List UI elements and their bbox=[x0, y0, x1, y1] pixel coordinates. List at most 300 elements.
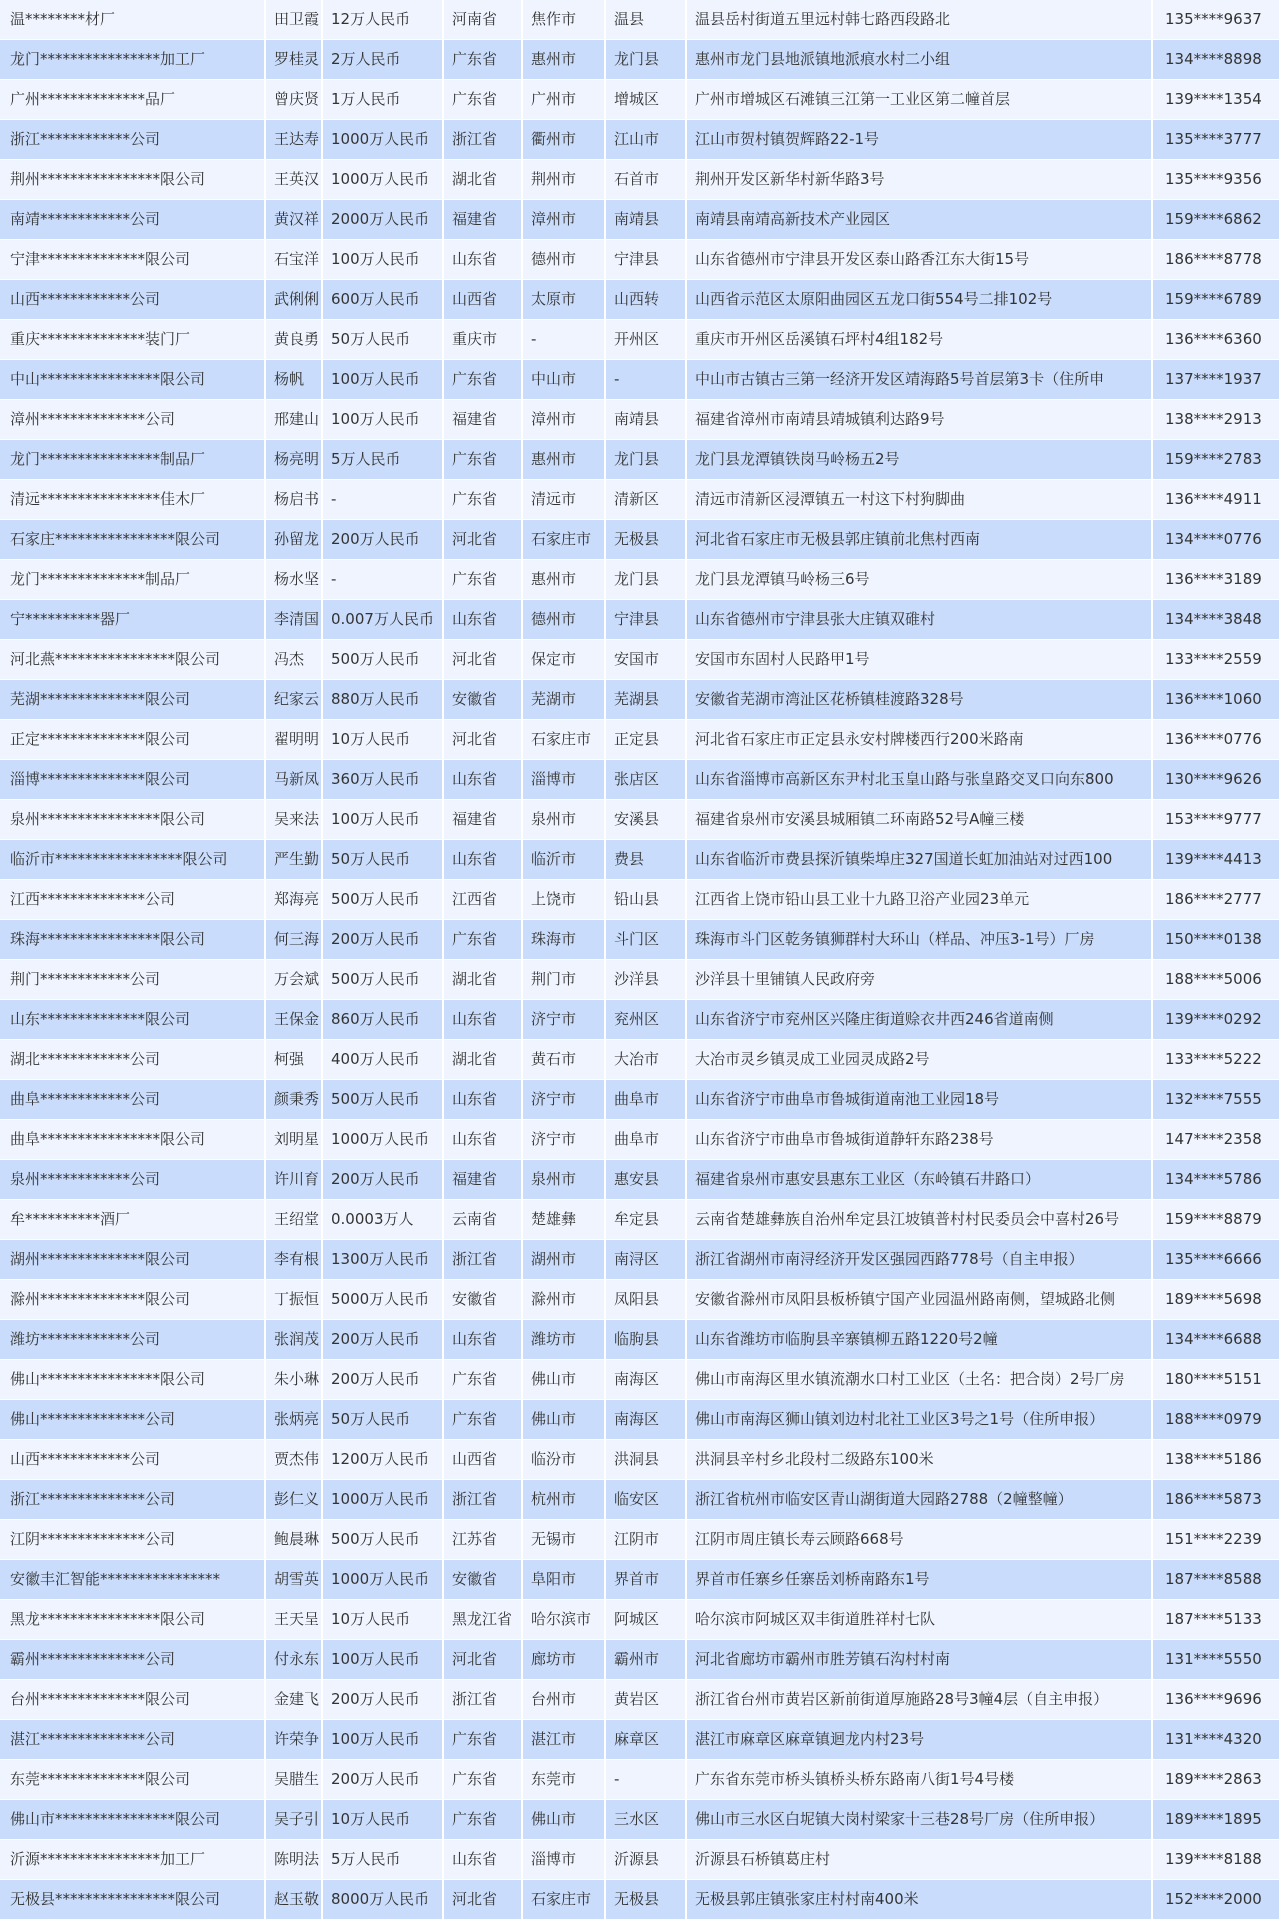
province-cell: 浙江省 bbox=[443, 1680, 522, 1720]
phone-cell: 133****5222 bbox=[1152, 1040, 1280, 1080]
registered-capital-cell: 5万人民币 bbox=[322, 440, 443, 480]
district-cell: 惠安县 bbox=[605, 1160, 686, 1200]
table-row bbox=[0, 80, 1280, 120]
legal-representative-cell: 何三海 bbox=[265, 920, 322, 960]
legal-representative-cell: 马新凤 bbox=[265, 760, 322, 800]
city-cell: 滁州市 bbox=[522, 1280, 605, 1320]
district-cell: 兖州区 bbox=[605, 1000, 686, 1040]
legal-representative-cell: 王绍堂 bbox=[265, 1200, 322, 1240]
registered-capital-cell: 100万人民币 bbox=[322, 240, 443, 280]
legal-representative-cell: 柯强 bbox=[265, 1040, 322, 1080]
district-cell: 曲阜市 bbox=[605, 1120, 686, 1160]
registered-capital-cell: 100万人民币 bbox=[322, 800, 443, 840]
address-cell: 佛山市三水区白坭镇大岗村梁家十三巷28号厂房（住所申报） bbox=[686, 1800, 1152, 1840]
company-name-cell: 曲阜****************限公司 bbox=[0, 1120, 265, 1160]
district-cell: 三水区 bbox=[605, 1800, 686, 1840]
table-row bbox=[0, 600, 1280, 640]
legal-representative-cell: 鲍晨琳 bbox=[265, 1520, 322, 1560]
district-cell: 龙门县 bbox=[605, 440, 686, 480]
registered-capital-cell: 10万人民币 bbox=[322, 1800, 443, 1840]
city-cell: - bbox=[522, 320, 605, 360]
legal-representative-cell: 吴腊生 bbox=[265, 1760, 322, 1800]
province-cell: 浙江省 bbox=[443, 120, 522, 160]
province-cell: 广东省 bbox=[443, 1800, 522, 1840]
province-cell: 云南省 bbox=[443, 1200, 522, 1240]
district-cell: 南浔区 bbox=[605, 1240, 686, 1280]
province-cell: 山西省 bbox=[443, 1440, 522, 1480]
company-name-cell: 沂源****************加工厂 bbox=[0, 1840, 265, 1880]
district-cell: - bbox=[605, 360, 686, 400]
district-cell: 石首市 bbox=[605, 160, 686, 200]
table-row bbox=[0, 960, 1280, 1000]
company-name-cell: 无极县****************限公司 bbox=[0, 1880, 265, 1920]
city-cell: 佛山市 bbox=[522, 1360, 605, 1400]
registered-capital-cell: 100万人民币 bbox=[322, 360, 443, 400]
company-name-cell: 荆州****************限公司 bbox=[0, 160, 265, 200]
phone-cell: 131****4320 bbox=[1152, 1720, 1280, 1760]
district-cell: 南海区 bbox=[605, 1400, 686, 1440]
registered-capital-cell: 200万人民币 bbox=[322, 1320, 443, 1360]
table-row bbox=[0, 1080, 1280, 1120]
table-row bbox=[0, 1440, 1280, 1480]
legal-representative-cell: 金建飞 bbox=[265, 1680, 322, 1720]
phone-cell: 180****5151 bbox=[1152, 1360, 1280, 1400]
table-row bbox=[0, 1800, 1280, 1840]
legal-representative-cell: 王英汉 bbox=[265, 160, 322, 200]
phone-cell: 159****8879 bbox=[1152, 1200, 1280, 1240]
phone-cell: 159****6789 bbox=[1152, 280, 1280, 320]
district-cell: 龙门县 bbox=[605, 40, 686, 80]
company-name-cell: 佛山****************限公司 bbox=[0, 1360, 265, 1400]
legal-representative-cell: 孙留龙 bbox=[265, 520, 322, 560]
district-cell: 南靖县 bbox=[605, 400, 686, 440]
legal-representative-cell: 杨帆 bbox=[265, 360, 322, 400]
address-cell: 云南省楚雄彝族自治州牟定县江坡镇普村村民委员会中喜村26号 bbox=[686, 1200, 1152, 1240]
phone-cell: 135****6666 bbox=[1152, 1240, 1280, 1280]
table-row bbox=[0, 440, 1280, 480]
province-cell: 湖北省 bbox=[443, 960, 522, 1000]
registered-capital-cell: 200万人民币 bbox=[322, 920, 443, 960]
legal-representative-cell: 纪家云 bbox=[265, 680, 322, 720]
city-cell: 济宁市 bbox=[522, 1120, 605, 1160]
province-cell: 山东省 bbox=[443, 1120, 522, 1160]
company-name-cell: 中山****************限公司 bbox=[0, 360, 265, 400]
legal-representative-cell: 吴来法 bbox=[265, 800, 322, 840]
province-cell: 湖北省 bbox=[443, 160, 522, 200]
legal-representative-cell: 张炳亮 bbox=[265, 1400, 322, 1440]
province-cell: 重庆市 bbox=[443, 320, 522, 360]
city-cell: 临汾市 bbox=[522, 1440, 605, 1480]
company-name-cell: 牟**********酒厂 bbox=[0, 1200, 265, 1240]
address-cell: 荆州开发区新华村新华路3号 bbox=[686, 160, 1152, 200]
table-row bbox=[0, 840, 1280, 880]
address-cell: 山东省临沂市费县探沂镇柴埠庄327国道长虹加油站对过西100 bbox=[686, 840, 1152, 880]
city-cell: 漳州市 bbox=[522, 400, 605, 440]
table-row bbox=[0, 640, 1280, 680]
phone-cell: 135****3777 bbox=[1152, 120, 1280, 160]
phone-cell: 159****6862 bbox=[1152, 200, 1280, 240]
table-row bbox=[0, 1400, 1280, 1440]
province-cell: 湖北省 bbox=[443, 1040, 522, 1080]
phone-cell: 187****8588 bbox=[1152, 1560, 1280, 1600]
province-cell: 山东省 bbox=[443, 760, 522, 800]
registered-capital-cell: 5万人民币 bbox=[322, 1840, 443, 1880]
phone-cell: 135****9637 bbox=[1152, 0, 1280, 40]
company-name-cell: 龙门****************制品厂 bbox=[0, 440, 265, 480]
registered-capital-cell: 200万人民币 bbox=[322, 1160, 443, 1200]
address-cell: 河北省廊坊市霸州市胜芳镇石沟村村南 bbox=[686, 1640, 1152, 1680]
phone-cell: 136****3189 bbox=[1152, 560, 1280, 600]
address-cell: 温县岳村街道五里远村韩七路西段路北 bbox=[686, 0, 1152, 40]
city-cell: 荆州市 bbox=[522, 160, 605, 200]
province-cell: 广东省 bbox=[443, 1360, 522, 1400]
table-row bbox=[0, 400, 1280, 440]
phone-cell: 139****4413 bbox=[1152, 840, 1280, 880]
district-cell: 南海区 bbox=[605, 1360, 686, 1400]
table-row bbox=[0, 880, 1280, 920]
province-cell: 山东省 bbox=[443, 1840, 522, 1880]
city-cell: 淄博市 bbox=[522, 1840, 605, 1880]
address-cell: 广东省东莞市桥头镇桥头桥东路南八街1号4号楼 bbox=[686, 1760, 1152, 1800]
address-cell: 龙门县龙潭镇铁岗马岭杨五2号 bbox=[686, 440, 1152, 480]
province-cell: 江苏省 bbox=[443, 1520, 522, 1560]
legal-representative-cell: 杨水坚 bbox=[265, 560, 322, 600]
table-row bbox=[0, 280, 1280, 320]
company-name-cell: 荆门************公司 bbox=[0, 960, 265, 1000]
city-cell: 东莞市 bbox=[522, 1760, 605, 1800]
table-row bbox=[0, 320, 1280, 360]
district-cell: 清新区 bbox=[605, 480, 686, 520]
province-cell: 山东省 bbox=[443, 1320, 522, 1360]
legal-representative-cell: 杨启书 bbox=[265, 480, 322, 520]
phone-cell: 188****5006 bbox=[1152, 960, 1280, 1000]
legal-representative-cell: 丁振恒 bbox=[265, 1280, 322, 1320]
table-row bbox=[0, 0, 1280, 40]
province-cell: 安徽省 bbox=[443, 1560, 522, 1600]
province-cell: 河北省 bbox=[443, 640, 522, 680]
city-cell: 石家庄市 bbox=[522, 1880, 605, 1920]
phone-cell: 138****5186 bbox=[1152, 1440, 1280, 1480]
city-cell: 衢州市 bbox=[522, 120, 605, 160]
registered-capital-cell: 0.0003万人 bbox=[322, 1200, 443, 1240]
address-cell: 中山市古镇古三第一经济开发区靖海路5号首层第3卡（住所申 bbox=[686, 360, 1152, 400]
address-cell: 珠海市斗门区乾务镇狮群村大环山（样品、冲压3-1号）厂房 bbox=[686, 920, 1152, 960]
city-cell: 阜阳市 bbox=[522, 1560, 605, 1600]
address-cell: 广州市增城区石滩镇三江第一工业区第二幢首层 bbox=[686, 80, 1152, 120]
city-cell: 台州市 bbox=[522, 1680, 605, 1720]
address-cell: 山东省济宁市曲阜市鲁城街道南池工业园18号 bbox=[686, 1080, 1152, 1120]
district-cell: 安溪县 bbox=[605, 800, 686, 840]
district-cell: 正定县 bbox=[605, 720, 686, 760]
registered-capital-cell: 12万人民币 bbox=[322, 0, 443, 40]
company-name-cell: 江西**************公司 bbox=[0, 880, 265, 920]
province-cell: 广东省 bbox=[443, 1760, 522, 1800]
city-cell: 临沂市 bbox=[522, 840, 605, 880]
table-row bbox=[0, 40, 1280, 80]
city-cell: 荆门市 bbox=[522, 960, 605, 1000]
phone-cell: 134****5786 bbox=[1152, 1160, 1280, 1200]
legal-representative-cell: 翟明明 bbox=[265, 720, 322, 760]
district-cell: 凤阳县 bbox=[605, 1280, 686, 1320]
legal-representative-cell: 朱小琳 bbox=[265, 1360, 322, 1400]
company-name-cell: 重庆**************装门厂 bbox=[0, 320, 265, 360]
table-row bbox=[0, 240, 1280, 280]
city-cell: 佛山市 bbox=[522, 1800, 605, 1840]
city-cell: 上饶市 bbox=[522, 880, 605, 920]
registered-capital-cell: 200万人民币 bbox=[322, 1360, 443, 1400]
address-cell: 河北省石家庄市正定县永安村牌楼西行200米路南 bbox=[686, 720, 1152, 760]
registered-capital-cell: 1300万人民币 bbox=[322, 1240, 443, 1280]
province-cell: 山东省 bbox=[443, 1000, 522, 1040]
company-name-cell: 滁州**************限公司 bbox=[0, 1280, 265, 1320]
table-row bbox=[0, 1040, 1280, 1080]
table-row bbox=[0, 720, 1280, 760]
address-cell: 佛山市南海区里水镇流潮水口村工业区（土名：把合岗）2号厂房 bbox=[686, 1360, 1152, 1400]
city-cell: 杭州市 bbox=[522, 1480, 605, 1520]
company-name-cell: 浙江************公司 bbox=[0, 120, 265, 160]
address-cell: 山东省德州市宁津县张大庄镇双碓村 bbox=[686, 600, 1152, 640]
province-cell: 山西省 bbox=[443, 280, 522, 320]
district-cell: 宁津县 bbox=[605, 600, 686, 640]
registered-capital-cell: 10万人民币 bbox=[322, 720, 443, 760]
city-cell: 漳州市 bbox=[522, 200, 605, 240]
legal-representative-cell: 石宝洋 bbox=[265, 240, 322, 280]
district-cell: 无极县 bbox=[605, 520, 686, 560]
legal-representative-cell: 陈明法 bbox=[265, 1840, 322, 1880]
legal-representative-cell: 冯杰 bbox=[265, 640, 322, 680]
table-row bbox=[0, 680, 1280, 720]
table-row bbox=[0, 1480, 1280, 1520]
legal-representative-cell: 田卫霞 bbox=[265, 0, 322, 40]
registered-capital-cell: 0.007万人民币 bbox=[322, 600, 443, 640]
province-cell: 广东省 bbox=[443, 80, 522, 120]
company-name-cell: 湛江**************公司 bbox=[0, 1720, 265, 1760]
address-cell: 沙洋县十里铺镇人民政府旁 bbox=[686, 960, 1152, 1000]
phone-cell: 136****1060 bbox=[1152, 680, 1280, 720]
table-row bbox=[0, 1000, 1280, 1040]
province-cell: 山东省 bbox=[443, 600, 522, 640]
legal-representative-cell: 吴子引 bbox=[265, 1800, 322, 1840]
district-cell: 张店区 bbox=[605, 760, 686, 800]
province-cell: 福建省 bbox=[443, 400, 522, 440]
company-name-cell: 曲阜************公司 bbox=[0, 1080, 265, 1120]
district-cell: 安国市 bbox=[605, 640, 686, 680]
registered-capital-cell: 880万人民币 bbox=[322, 680, 443, 720]
registered-capital-cell: 2000万人民币 bbox=[322, 200, 443, 240]
company-name-cell: 潍坊************公司 bbox=[0, 1320, 265, 1360]
registered-capital-cell: 1000万人民币 bbox=[322, 120, 443, 160]
company-name-cell: 珠海****************限公司 bbox=[0, 920, 265, 960]
address-cell: 无极县郭庄镇张家庄村村南400米 bbox=[686, 1880, 1152, 1920]
table-row bbox=[0, 1560, 1280, 1600]
address-cell: 南靖县南靖高新技术产业园区 bbox=[686, 200, 1152, 240]
district-cell: 麻章区 bbox=[605, 1720, 686, 1760]
district-cell: 宁津县 bbox=[605, 240, 686, 280]
address-cell: 山东省济宁市曲阜市鲁城街道静轩东路238号 bbox=[686, 1120, 1152, 1160]
city-cell: 淄博市 bbox=[522, 760, 605, 800]
province-cell: 河北省 bbox=[443, 720, 522, 760]
phone-cell: 139****8188 bbox=[1152, 1840, 1280, 1880]
legal-representative-cell: 罗桂灵 bbox=[265, 40, 322, 80]
phone-cell: 189****5698 bbox=[1152, 1280, 1280, 1320]
company-name-cell: 黑龙****************限公司 bbox=[0, 1600, 265, 1640]
table-row bbox=[0, 1360, 1280, 1400]
address-cell: 沂源县石桥镇葛庄村 bbox=[686, 1840, 1152, 1880]
district-cell: 沂源县 bbox=[605, 1840, 686, 1880]
address-cell: 浙江省湖州市南浔经济开发区强园西路778号（自主申报） bbox=[686, 1240, 1152, 1280]
district-cell: - bbox=[605, 1760, 686, 1800]
city-cell: 惠州市 bbox=[522, 560, 605, 600]
company-name-cell: 泉州************公司 bbox=[0, 1160, 265, 1200]
registered-capital-cell: 50万人民币 bbox=[322, 320, 443, 360]
legal-representative-cell: 邢建山 bbox=[265, 400, 322, 440]
province-cell: 广东省 bbox=[443, 1400, 522, 1440]
table-row bbox=[0, 1840, 1280, 1880]
province-cell: 广东省 bbox=[443, 440, 522, 480]
province-cell: 广东省 bbox=[443, 920, 522, 960]
registered-capital-cell: 2万人民币 bbox=[322, 40, 443, 80]
phone-cell: 134****6688 bbox=[1152, 1320, 1280, 1360]
legal-representative-cell: 万会斌 bbox=[265, 960, 322, 1000]
company-name-cell: 石家庄****************限公司 bbox=[0, 520, 265, 560]
legal-representative-cell: 李有根 bbox=[265, 1240, 322, 1280]
city-cell: 广州市 bbox=[522, 80, 605, 120]
legal-representative-cell: 张润茂 bbox=[265, 1320, 322, 1360]
address-cell: 大冶市灵乡镇灵成工业园灵成路2号 bbox=[686, 1040, 1152, 1080]
registered-capital-cell: 1000万人民币 bbox=[322, 1480, 443, 1520]
phone-cell: 189****2863 bbox=[1152, 1760, 1280, 1800]
table-row bbox=[0, 920, 1280, 960]
phone-cell: 151****2239 bbox=[1152, 1520, 1280, 1560]
legal-representative-cell: 许荣争 bbox=[265, 1720, 322, 1760]
province-cell: 河北省 bbox=[443, 520, 522, 560]
city-cell: 泉州市 bbox=[522, 1160, 605, 1200]
province-cell: 浙江省 bbox=[443, 1240, 522, 1280]
phone-cell: 186****8778 bbox=[1152, 240, 1280, 280]
table-row bbox=[0, 1880, 1280, 1920]
address-cell: 哈尔滨市阿城区双丰街道胜祥村七队 bbox=[686, 1600, 1152, 1640]
legal-representative-cell: 李清国 bbox=[265, 600, 322, 640]
registered-capital-cell: 100万人民币 bbox=[322, 1640, 443, 1680]
legal-representative-cell: 付永东 bbox=[265, 1640, 322, 1680]
city-cell: 湛江市 bbox=[522, 1720, 605, 1760]
address-cell: 洪洞县辛村乡北段村二级路东100米 bbox=[686, 1440, 1152, 1480]
registered-capital-cell: 5000万人民币 bbox=[322, 1280, 443, 1320]
district-cell: 龙门县 bbox=[605, 560, 686, 600]
phone-cell: 159****2783 bbox=[1152, 440, 1280, 480]
company-name-cell: 宁津**************限公司 bbox=[0, 240, 265, 280]
phone-cell: 139****0292 bbox=[1152, 1000, 1280, 1040]
address-cell: 安徽省滁州市凤阳县板桥镇宁国产业园温州路南侧，望城路北侧 bbox=[686, 1280, 1152, 1320]
city-cell: 石家庄市 bbox=[522, 520, 605, 560]
city-cell: 德州市 bbox=[522, 240, 605, 280]
phone-cell: 186****5873 bbox=[1152, 1480, 1280, 1520]
city-cell: 无锡市 bbox=[522, 1520, 605, 1560]
registered-capital-cell: 200万人民币 bbox=[322, 1680, 443, 1720]
table-row bbox=[0, 1240, 1280, 1280]
company-name-cell: 湖州**************限公司 bbox=[0, 1240, 265, 1280]
address-cell: 山东省潍坊市临朐县辛寨镇柳五路1220号2幢 bbox=[686, 1320, 1152, 1360]
registered-capital-cell: 600万人民币 bbox=[322, 280, 443, 320]
address-cell: 福建省漳州市南靖县靖城镇利达路9号 bbox=[686, 400, 1152, 440]
province-cell: 福建省 bbox=[443, 800, 522, 840]
address-cell: 安徽省芜湖市湾沚区花桥镇桂渡路328号 bbox=[686, 680, 1152, 720]
address-cell: 湛江市麻章区麻章镇迴龙内村23号 bbox=[686, 1720, 1152, 1760]
province-cell: 河南省 bbox=[443, 0, 522, 40]
table-row bbox=[0, 160, 1280, 200]
table-row bbox=[0, 760, 1280, 800]
registered-capital-cell: 100万人民币 bbox=[322, 400, 443, 440]
address-cell: 山西省示范区太原阳曲园区五龙口街554号二排102号 bbox=[686, 280, 1152, 320]
address-cell: 江西省上饶市铅山县工业十九路卫浴产业园23单元 bbox=[686, 880, 1152, 920]
registered-capital-cell: 50万人民币 bbox=[322, 840, 443, 880]
company-name-cell: 山东**************限公司 bbox=[0, 1000, 265, 1040]
legal-representative-cell: 曾庆贤 bbox=[265, 80, 322, 120]
table-row bbox=[0, 1160, 1280, 1200]
registered-capital-cell: 500万人民币 bbox=[322, 1520, 443, 1560]
registered-capital-cell: 1200万人民币 bbox=[322, 1440, 443, 1480]
legal-representative-cell: 刘明星 bbox=[265, 1120, 322, 1160]
company-name-cell: 河北燕****************限公司 bbox=[0, 640, 265, 680]
city-cell: 惠州市 bbox=[522, 40, 605, 80]
registered-capital-cell: 1万人民币 bbox=[322, 80, 443, 120]
company-name-cell: 湖北************公司 bbox=[0, 1040, 265, 1080]
address-cell: 浙江省台州市黄岩区新前街道厚施路28号3幢4层（自主申报） bbox=[686, 1680, 1152, 1720]
province-cell: 福建省 bbox=[443, 200, 522, 240]
legal-representative-cell: 郑海亮 bbox=[265, 880, 322, 920]
phone-cell: 188****0979 bbox=[1152, 1400, 1280, 1440]
company-name-cell: 温********材厂 bbox=[0, 0, 265, 40]
address-cell: 浙江省杭州市临安区青山湖街道大园路2788（2幢整幢） bbox=[686, 1480, 1152, 1520]
table-row bbox=[0, 1680, 1280, 1720]
company-name-cell: 安徽丰汇智能**************** bbox=[0, 1560, 265, 1600]
table-row bbox=[0, 1200, 1280, 1240]
district-cell: 黄岩区 bbox=[605, 1680, 686, 1720]
table-row bbox=[0, 200, 1280, 240]
table-row bbox=[0, 1600, 1280, 1640]
address-cell: 山东省济宁市兖州区兴隆庄街道赊衣井西246省道南侧 bbox=[686, 1000, 1152, 1040]
legal-representative-cell: 严生勤 bbox=[265, 840, 322, 880]
city-cell: 芜湖市 bbox=[522, 680, 605, 720]
district-cell: 无极县 bbox=[605, 1880, 686, 1920]
phone-cell: 153****9777 bbox=[1152, 800, 1280, 840]
company-name-cell: 东莞**************限公司 bbox=[0, 1760, 265, 1800]
phone-cell: 136****9696 bbox=[1152, 1680, 1280, 1720]
city-cell: 石家庄市 bbox=[522, 720, 605, 760]
city-cell: 中山市 bbox=[522, 360, 605, 400]
district-cell: 开州区 bbox=[605, 320, 686, 360]
company-name-cell: 淄博**************限公司 bbox=[0, 760, 265, 800]
company-name-cell: 南靖************公司 bbox=[0, 200, 265, 240]
district-cell: 江阴市 bbox=[605, 1520, 686, 1560]
city-cell: 湖州市 bbox=[522, 1240, 605, 1280]
registered-capital-cell: 100万人民币 bbox=[322, 1720, 443, 1760]
phone-cell: 147****2358 bbox=[1152, 1120, 1280, 1160]
legal-representative-cell: 黄良勇 bbox=[265, 320, 322, 360]
city-cell: 楚雄彝 bbox=[522, 1200, 605, 1240]
province-cell: 黑龙江省 bbox=[443, 1600, 522, 1640]
phone-cell: 138****2913 bbox=[1152, 400, 1280, 440]
company-name-cell: 佛山**************公司 bbox=[0, 1400, 265, 1440]
legal-representative-cell: 颜秉秀 bbox=[265, 1080, 322, 1120]
legal-representative-cell: 贾杰伟 bbox=[265, 1440, 322, 1480]
company-name-cell: 霸州**************公司 bbox=[0, 1640, 265, 1680]
company-name-cell: 台州**************限公司 bbox=[0, 1680, 265, 1720]
company-name-cell: 山西************公司 bbox=[0, 1440, 265, 1480]
city-cell: 哈尔滨市 bbox=[522, 1600, 605, 1640]
company-name-cell: 浙江**************公司 bbox=[0, 1480, 265, 1520]
phone-cell: 136****4911 bbox=[1152, 480, 1280, 520]
